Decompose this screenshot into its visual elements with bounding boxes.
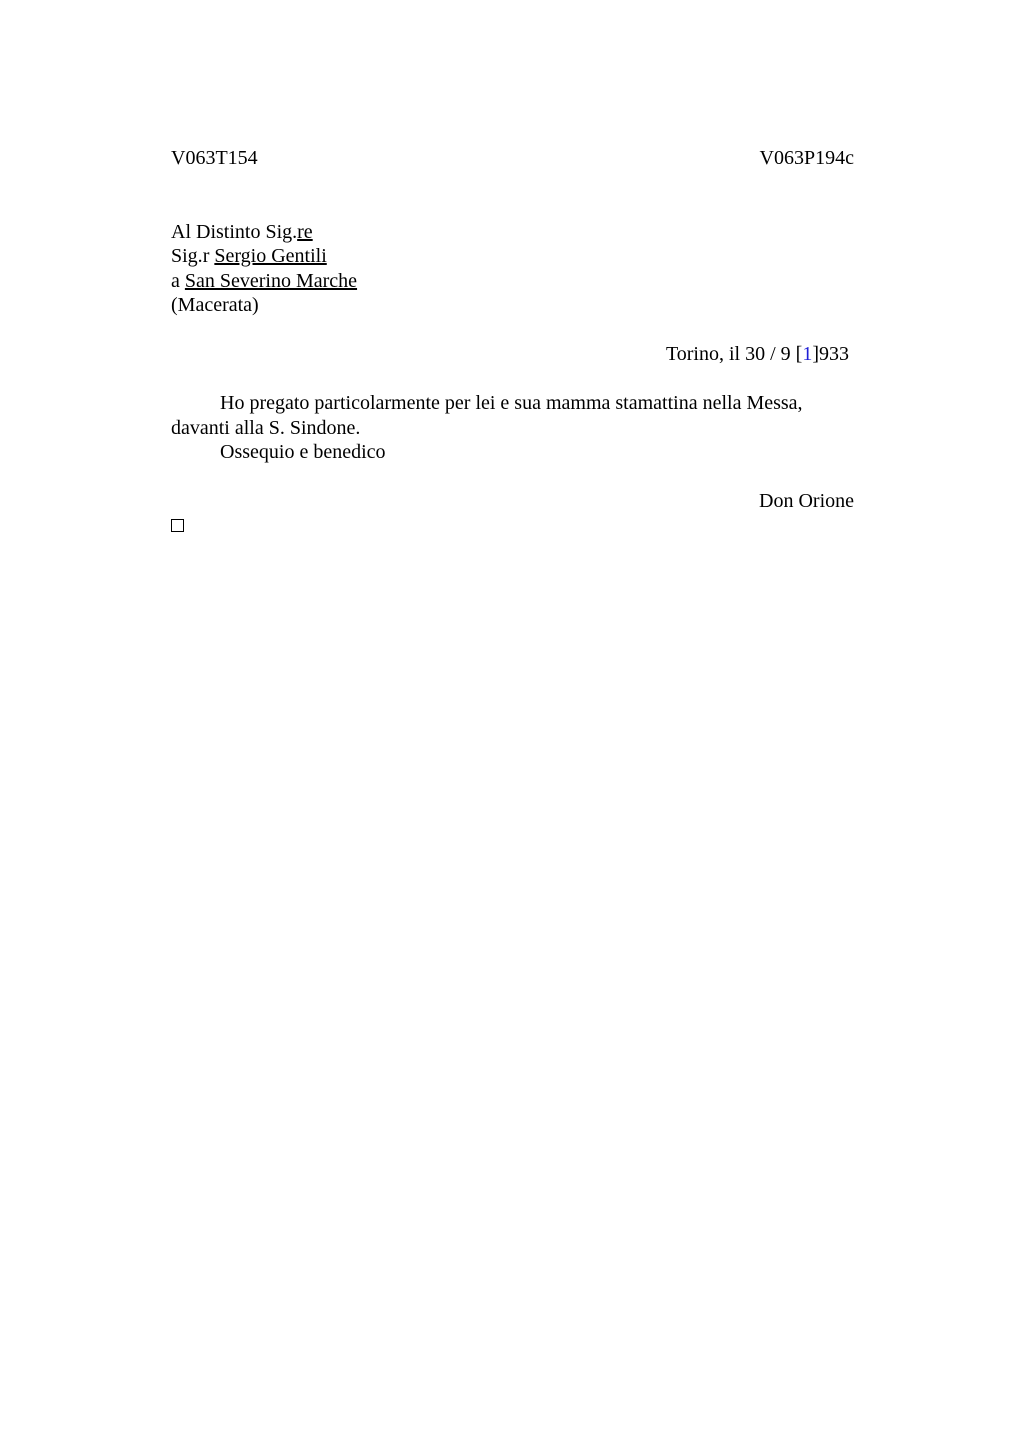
address-line-4: (Macerata) (171, 294, 259, 316)
address-line-1 (171, 220, 854, 245)
recipient-name: Sergio Gentili (214, 245, 327, 267)
date-note-reference: 1 (802, 343, 813, 365)
letter-date (171, 342, 854, 367)
document-code-left: V063T154 (171, 147, 258, 169)
letter-body (171, 391, 854, 465)
signature: Don Orione (759, 490, 854, 512)
address-salutation: Al Distinto Sig. (171, 220, 298, 243)
address-salutation-suffix: re (297, 220, 313, 243)
address-title-suffix: r (202, 245, 210, 267)
address-place-prefix: a (171, 269, 185, 292)
address-line-2 (171, 244, 854, 269)
recipient-address (171, 220, 854, 318)
document-header (171, 146, 854, 171)
recipient-town: San Severino Marche (184, 269, 358, 292)
address-title: Sig. (171, 245, 203, 267)
letter-content (171, 146, 854, 538)
document-code-right: V063P194c (759, 147, 854, 169)
end-of-text-marker (171, 514, 854, 539)
date-prefix: Torino, il 30 / 9 [ (665, 343, 803, 365)
body-paragraph-1: Ho pregato particolarmente per lei e sua mamma stamattina nella Messa, davanti alla S. Sindone. (171, 392, 803, 439)
empty-square-icon (171, 519, 184, 532)
address-line-3 (171, 269, 854, 294)
date-suffix: ]933 (812, 343, 849, 365)
body-paragraph-2: Ossequio e benedico (220, 441, 386, 463)
